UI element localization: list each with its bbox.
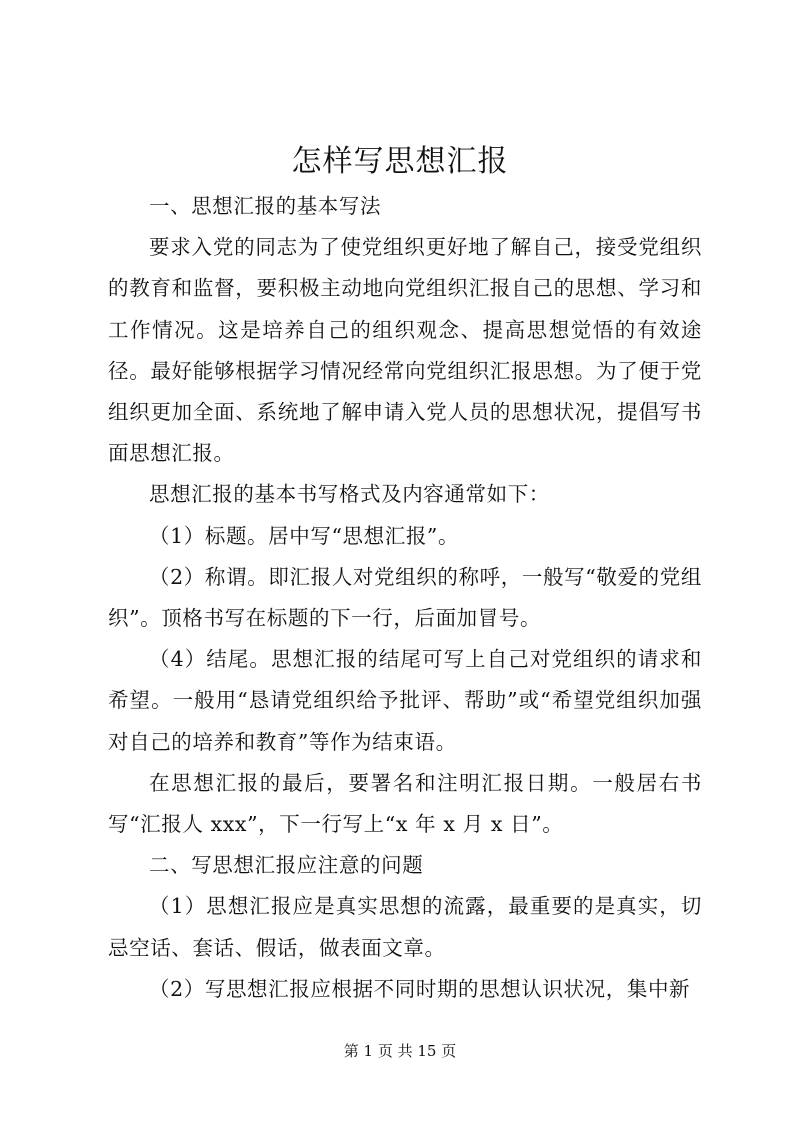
paragraph: 思想汇报的基本书写格式及内容通常如下： xyxy=(149,482,550,507)
paragraph: 要求入党的同志为了使党组织更好地了解自己，接受党组织的教育和监督，要积极主动地向党组织汇报自己的思想、学习和工作情况。这是培养自己的组织观念、提高思想觉悟的有效途径。最好能够根据学习情况经常向党组织汇报思想。为了便于党组织更加全面、系统地了解申请入党人员的思想状况，提倡写书面思想汇报。 xyxy=(108,235,702,466)
section-heading: 二、写思想汇报应注意的问题 xyxy=(149,853,424,878)
list-item: （2）称谓。即汇报人对党组织的称呼，一般写“敬爱的党组织”。顶格书写在标题的下一行，后面加冒号。 xyxy=(108,564,702,631)
section-heading: 一、思想汇报的基本写法 xyxy=(149,194,382,218)
document-body xyxy=(108,186,702,1010)
paragraph: 在思想汇报的最后，要署名和注明汇报日期。一般居右书写“汇报人 xxx”，下一行写上“x 年 x 月 x 日”。 xyxy=(108,770,702,837)
list-item: （1）标题。居中写“思想汇报”。 xyxy=(149,523,460,548)
list-item: （2）写思想汇报应根据不同时期的思想认识状况，集中新 xyxy=(149,976,691,1001)
document-title: 怎样写思想汇报 xyxy=(291,144,509,179)
page-number-footer: 第 1 页 共 15 页 xyxy=(343,1042,457,1060)
list-item: （4）结尾。思想汇报的结尾可写上自己对党组织的请求和希望。一般用“恳请党组织给予批评、帮助”或“希望党组织加强对自己的培养和教育”等作为结束语。 xyxy=(108,647,702,754)
list-item: （1）思想汇报应是真实思想的流露，最重要的是真实，切忌空话、套话、假话，做表面文章。 xyxy=(108,894,702,960)
